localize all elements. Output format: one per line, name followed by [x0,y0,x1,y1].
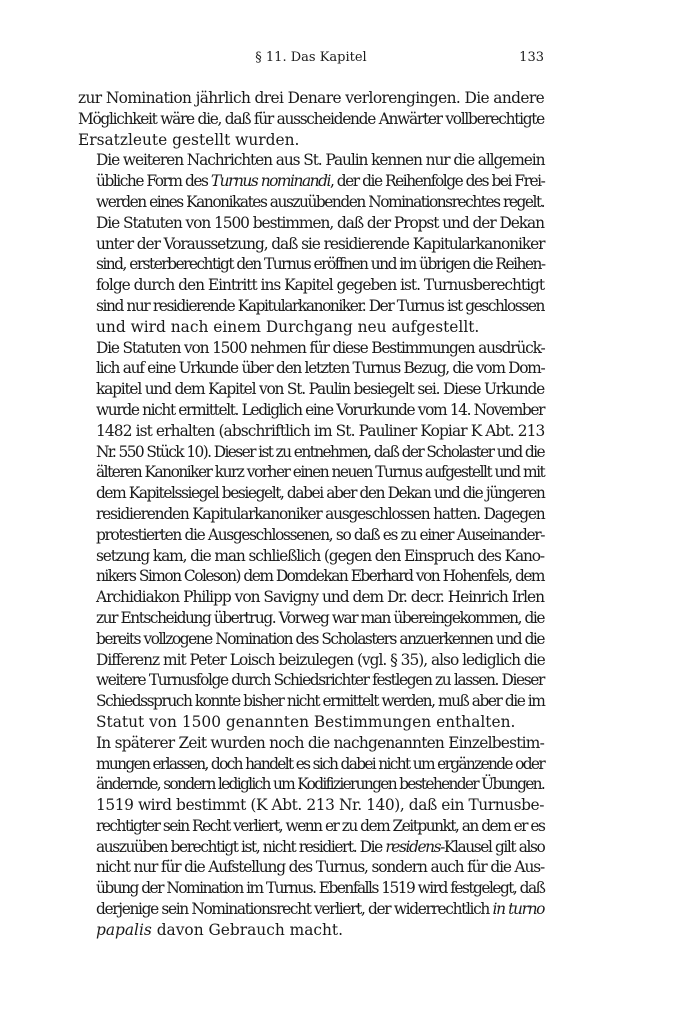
text-segment: zur Nomination jährlich drei Denare verlorengingen. Die andere [78,89,545,107]
text-line [78,338,544,359]
text-segment: mungen erlassen, doch handelt es sich dabei nicht um ergänzende oder [96,754,544,773]
text-segment: wurde nicht ermittelt. Lediglich eine Vorurkunde vom 14. November [96,400,545,419]
text-line [78,275,544,296]
text-line [78,733,544,754]
text-line [78,358,544,379]
text-segment: übung der Nomination im Turnus. Ebenfalls 1519 wird festgelegt, daß [96,879,545,898]
text-line [78,379,544,400]
text-line [78,878,544,899]
text-segment: unter der Voraussetzung, daß sie residierende Kapitularkanoniker [96,234,545,253]
italic-term: papalis [96,920,152,939]
text-segment: setzung kam, die man schließlich (gegen den Einspruch des Kano- [96,546,544,565]
text-segment: bereits vollzogene Nomination des Scholasters anzuerkennen und die [96,629,544,648]
text-line [78,691,544,712]
text-line [78,130,544,151]
italic-term: in turno [492,900,545,919]
text-line [78,213,544,234]
body-text [78,88,544,941]
text-segment: dem Kapitelssiegel besiegelt, dabei aber den Dekan und die jüngeren [96,484,545,503]
text-segment: Die weiteren Nachrichten aus St. Paulin kennen nur die allgemein [96,151,545,170]
text-segment: älteren Kanoniker kurz vorher einen neuen Turnus aufgestellt und mit [96,463,545,482]
text-line [78,712,544,733]
text-segment: zur Entscheidung übertrug. Vorweg war man übereingekommen, die [96,608,544,627]
paragraph [78,733,544,795]
text-line [78,546,544,567]
running-head: § 11. Das Kapitel [255,50,367,65]
text-segment: nicht nur für die Aufstellung des Turnus, sondern auch für die Aus- [96,858,544,877]
text-line [78,504,544,525]
text-segment: rechtigter sein Recht verliert, wenn er zu dem Zeitpunkt, an dem er es [96,816,545,835]
text-segment: 1482 ist erhalten (abschriftlich im St. Pauliner Kopiar K Abt. 213 [96,421,545,440]
text-line [78,920,544,941]
text-line [78,899,544,920]
text-line [78,629,544,650]
text-line [78,171,544,192]
text-line [78,857,544,878]
text-line [78,192,544,213]
text-segment: Ersatzleute gestellt wurden. [78,130,300,149]
text-segment: werden eines Kanonikates auszuübenden Nominationsrechtes regelt. [96,192,545,211]
text-segment: In späterer Zeit wurden noch die nachgenannten Einzelbestim- [96,733,544,752]
text-segment: Die Statuten von 1500 bestimmen, daß der Propst und der Dekan [96,213,544,232]
text-line [78,88,544,109]
page-number: 133 [519,50,544,65]
text-segment: -Klausel gilt also [440,837,545,856]
text-line [78,670,544,691]
text-segment: lich auf eine Urkunde über den letzten Turnus Bezug, die vom Dom- [96,359,545,378]
paragraph [78,795,544,941]
text-segment: Die Statuten von 1500 nehmen für diese Bestimmungen ausdrück- [96,338,545,357]
text-segment: Schiedsspruch konnte bisher nicht ermittelt werden, muß aber die im [96,692,545,711]
text-line [78,608,544,629]
text-line [78,462,544,483]
italic-term: residens [385,837,441,856]
text-segment: übliche Form des [96,172,211,191]
text-line [78,483,544,504]
text-segment: auszuüben berechtigt ist, nicht residiert. Die [96,837,386,856]
text-line [78,254,544,275]
text-line [78,566,544,587]
text-line [78,650,544,671]
text-line [78,317,544,338]
text-segment: davon Gebrauch macht. [151,920,344,939]
paragraph [78,150,544,337]
text-line [78,816,544,837]
text-line [78,442,544,463]
text-line [78,525,544,546]
text-segment: sind, ersterberechtigt den Turnus eröffnen und im übrigen die Reihen- [96,255,545,274]
text-segment: derjenige sein Nominationsrecht verliert, der widerrechtlich [96,900,493,919]
text-line [78,400,544,421]
italic-term: Turnus nominandi [210,172,330,191]
paragraph [78,338,544,733]
text-segment: weitere Turnusfolge durch Schiedsrichter festlegen zu lassen. Dieser [96,671,544,690]
text-segment: , der die Reihenfolge des bei Frei- [329,172,545,191]
text-line [78,150,544,171]
text-segment: Nr. 550 Stück 10). Dieser ist zu entnehmen, daß der Scholaster und die [96,442,544,461]
text-line [78,837,544,858]
paragraph [78,88,544,150]
text-line [78,795,544,816]
text-segment: folge durch den Eintritt ins Kapitel gegeben ist. Turnusberechtigt [96,276,544,295]
text-segment: sind nur residierende Kapitularkanoniker. Der Turnus ist geschlossen [96,296,544,315]
text-line [78,234,544,255]
text-segment: und wird nach einem Durchgang neu aufgestellt. [96,317,480,336]
text-line [78,774,544,795]
text-segment: protestierten die Ausgeschlossenen, so daß es zu einer Auseinander- [96,525,545,544]
text-line [78,421,544,442]
text-segment: residierenden Kapitularkanoniker ausgeschlossen hatten. Dagegen [96,504,545,523]
text-line [78,754,544,775]
text-segment: kapitel und dem Kapitel von St. Paulin besiegelt sei. Diese Urkunde [96,380,544,399]
page-header [78,50,544,70]
text-segment: nikers Simon Coleson) dem Domdekan Eberhard von Hohenfels, dem [96,567,544,586]
text-segment: Statut von 1500 genannten Bestimmungen enthalten. [96,712,516,731]
text-line [78,296,544,317]
text-segment: ändernde, sondern lediglich um Kodifizierungen bestehender Übungen. [96,775,545,794]
text-line [78,109,544,130]
text-segment: 1519 wird bestimmt (K Abt. 213 Nr. 140), daß ein Turnusbe- [96,796,544,815]
text-segment: Differenz mit Peter Loisch beizulegen (vgl. § 35), also lediglich die [96,650,545,669]
text-line [78,587,544,608]
text-segment: Möglichkeit wäre die, daß für ausscheidende Anwärter vollberechtigte [78,109,544,128]
text-segment: Archidiakon Philipp von Savigny und dem Dr. decr. Heinrich Irlen [96,588,544,607]
